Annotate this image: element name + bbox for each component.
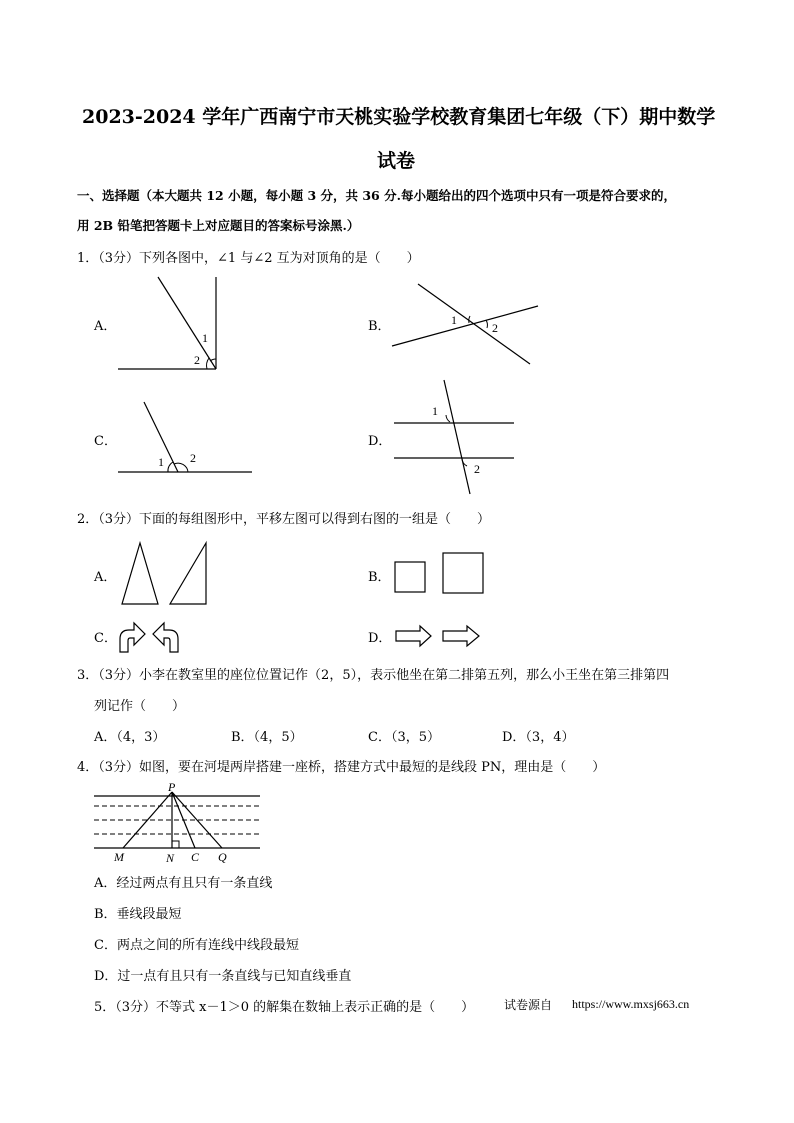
- q3-stem-line2: 列记作（ ）: [94, 699, 186, 714]
- q5-stem: 5．（3分）不等式 x－1＞0 的解集在数轴上表示正确的是（ ）: [94, 1000, 475, 1015]
- q3-option-c: C．（3，5）: [368, 730, 440, 745]
- q2-figure-a: [118, 540, 210, 608]
- q2-option-d-label: D．: [368, 631, 392, 646]
- q1d-angle-1: 1: [432, 404, 438, 418]
- q4-label-q: Q: [218, 850, 227, 864]
- paper-title-line1: 2023-2024 学年广西南宁市天桃实验学校教育集团七年级（下）期中数学: [82, 106, 716, 128]
- q4-option-b: B．垂线段最短: [94, 907, 182, 922]
- q2-option-c-label: C．: [94, 631, 117, 646]
- q4-label-m: M: [114, 850, 124, 864]
- q1-figure-a: [116, 275, 221, 375]
- q1-figure-c: [116, 398, 256, 478]
- q2-option-a-label: A．: [94, 570, 117, 585]
- q2-figure-d: [394, 624, 484, 648]
- q4-label-p: P: [168, 780, 176, 794]
- q4-option-d: D．过一点有且只有一条直线与已知直线垂直: [94, 969, 352, 984]
- q4-figure: [90, 780, 265, 866]
- q3-option-d: D．（3，4）: [502, 730, 575, 745]
- q1c-angle-1: 1: [158, 455, 164, 469]
- q3-option-b: B．（4，5）: [231, 730, 303, 745]
- q1-figure-b: [390, 280, 540, 370]
- q1-option-b-label: B．: [368, 319, 391, 334]
- q1b-angle-1: 1: [451, 313, 457, 327]
- q3-option-a: A．（4，3）: [94, 730, 166, 745]
- q1a-angle-1: 1: [202, 331, 208, 345]
- q2-figure-b: [392, 550, 488, 598]
- q2-stem: 2．（3分）下面的每组图形中，平移左图可以得到右图的一组是（ ）: [77, 512, 491, 527]
- q1b-angle-2: 2: [492, 321, 498, 335]
- q1c-angle-2: 2: [190, 451, 196, 465]
- q4-stem: 4．（3分）如图，要在河堤两岸搭建一座桥，搭建方式中最短的是线段 PN，理由是（ ）: [77, 760, 606, 775]
- q1a-angle-2: 2: [194, 353, 200, 367]
- q1d-angle-2: 2: [474, 462, 480, 476]
- q4-option-a: A．经过两点有且只有一条直线: [94, 876, 273, 891]
- q4-option-c: C．两点之间的所有连线中线段最短: [94, 938, 299, 953]
- q1-figure-d: [390, 378, 520, 496]
- q4-label-n: N: [166, 851, 175, 865]
- q1-stem: 1．（3分）下列各图中，∠1 与∠2 互为对顶角的是（ ）: [77, 251, 420, 266]
- q2-option-b-label: B．: [368, 570, 391, 585]
- section-heading-line1: 一、选择题（本大题共 12 小题，每小题 3 分，共 36 分.每小题给出的四个选项中只有一项是符合要求的，: [77, 188, 676, 203]
- watermark-label: 试卷源自: [504, 998, 553, 1012]
- paper-title-line2: 试卷: [377, 150, 416, 172]
- q1-option-d-label: D．: [368, 434, 392, 449]
- q2-figure-c: [116, 617, 186, 655]
- section-heading-line2: 用 2B 铅笔把答题卡上对应题目的答案标号涂黑.）: [77, 218, 360, 233]
- watermark-url: https://www.mxsj663.cn: [572, 997, 690, 1011]
- q4-label-c: C: [191, 850, 200, 864]
- q1-option-c-label: C．: [94, 434, 117, 449]
- q3-stem-line1: 3．（3分）小李在教室里的座位位置记作（2，5），表示他坐在第二排第五列，那么小王坐在第三排第四: [77, 668, 670, 683]
- q1-option-a-label: A．: [94, 319, 117, 334]
